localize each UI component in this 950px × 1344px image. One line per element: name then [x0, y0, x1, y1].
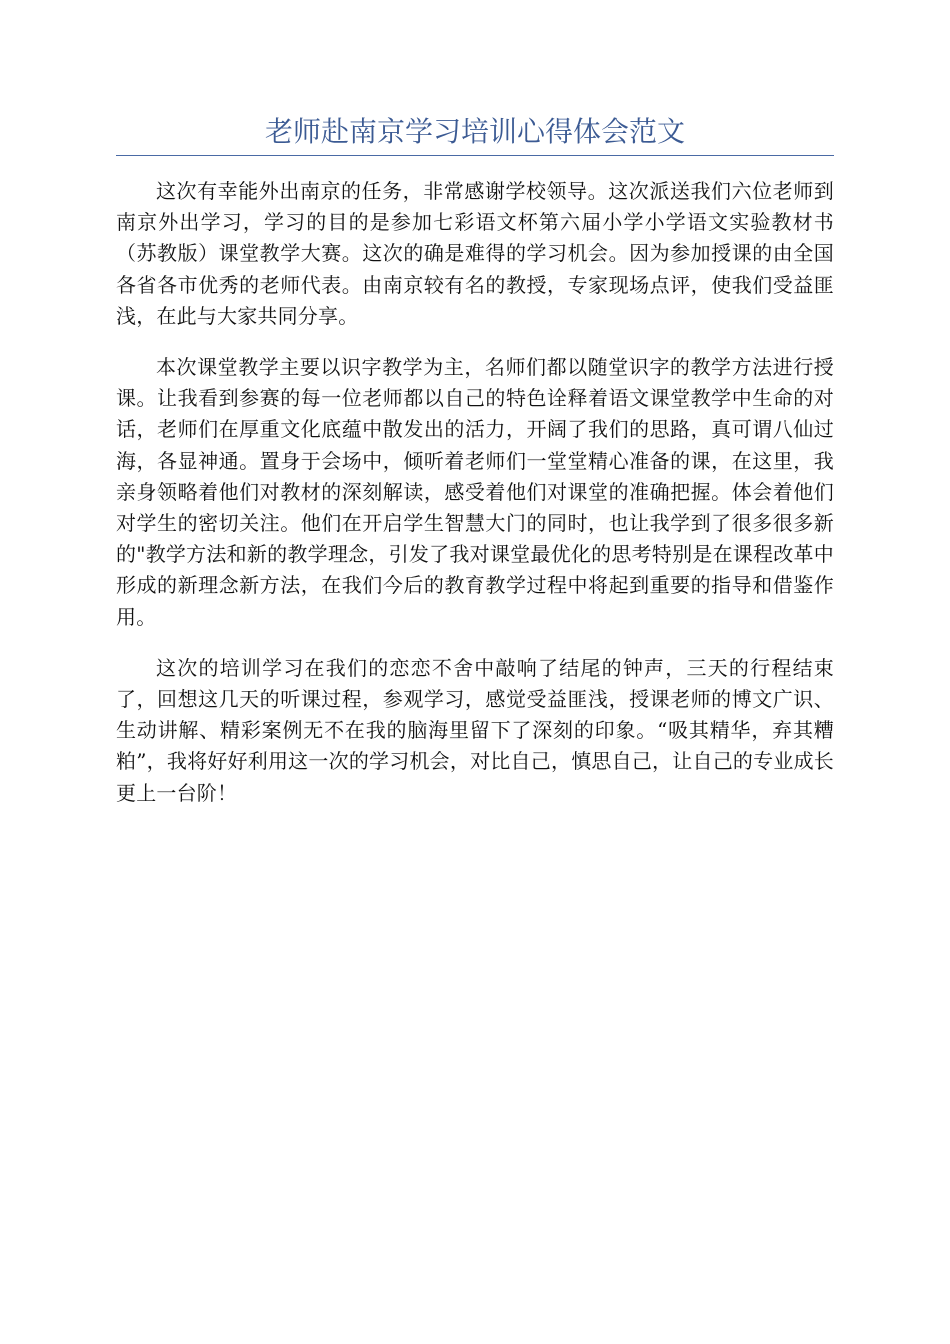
paragraph-3: 这次的培训学习在我们的恋恋不舍中敲响了结尾的钟声，三天的行程结束了，回想这几天的听课过程，参观学习，感觉受益匪浅，授课老师的博文广识、生动讲解、精彩案例无不在我的脑海里留下了深刻的印象。“吸其精华，弃其糟粕”，我将好好利用这一次的学习机会，对比自己，慎思自己，让自己的专业成长更上一台阶！ — [116, 655, 834, 805]
document-title: 老师赴南京学习培训心得体会范文 — [264, 115, 685, 148]
document-body — [116, 176, 834, 829]
title-underline — [116, 155, 834, 156]
paragraph-2: 本次课堂教学主要以识字教学为主，名师们都以随堂识字的教学方法进行授课。让我看到参赛的每一位老师都以自己的特色诠释着语文课堂教学中生命的对话，老师们在厚重文化底蕴中散发出的活力，开阔了我们的思路，真可谓八仙过海，各显神通。置身于会场中，倾听着老师们一堂堂精心准备的课，在这里，我亲身领略着他们对教材的深刻解读，感受着他们对课堂的准确把握。体会着他们对学生的密切关注。他们在开启学生智慧大门的同时，也让我学到了很多很多新的"教学方法和新的教学理念，引发了我对课堂最优化的思考特别是在课程改革中形成的新理念新方法，在我们今后的教育教学过程中将起到重要的指导和借鉴作用。 — [116, 355, 834, 629]
paragraph-1: 这次有幸能外出南京的任务，非常感谢学校领导。这次派送我们六位老师到南京外出学习，学习的目的是参加七彩语文杯第六届小学小学语文实验教材书（苏教版）课堂教学大赛。这次的确是难得的学习机会。因为参加授课的由全国各省各市优秀的老师代表。由南京较有名的教授，专家现场点评，使我们受益匪浅，在此与大家共同分享。 — [116, 179, 834, 328]
